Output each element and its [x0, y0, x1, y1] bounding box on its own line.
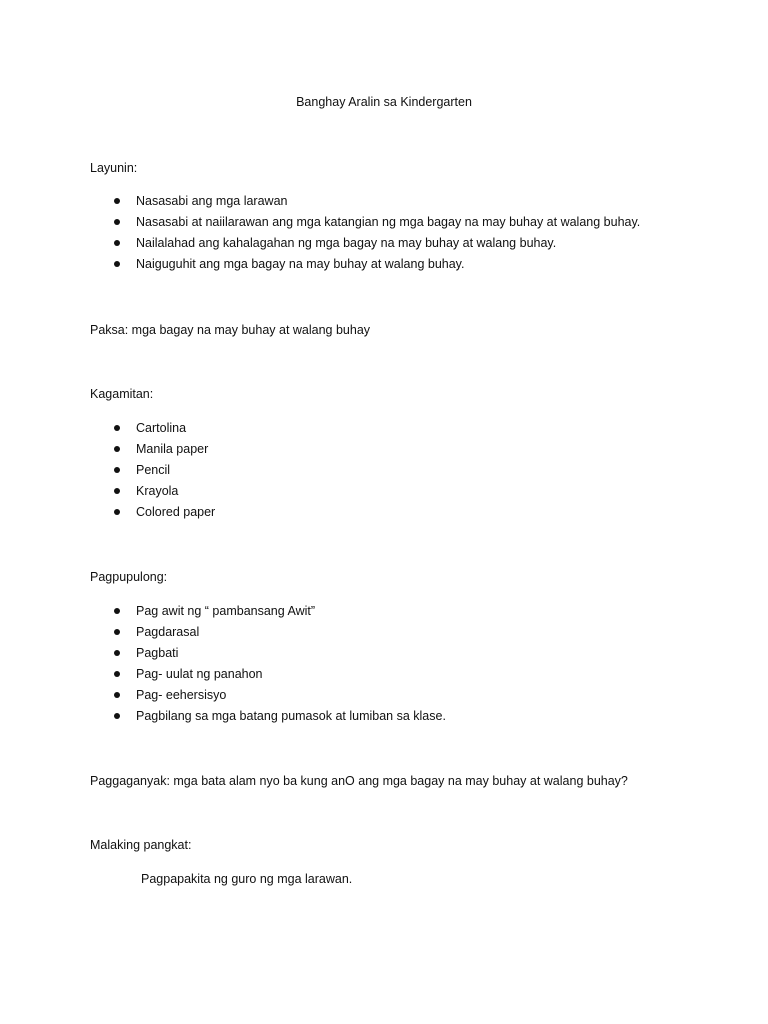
- bullet-icon: [114, 650, 120, 656]
- bullet-icon: [114, 671, 120, 677]
- kagamitan-heading: Kagamitan:: [90, 387, 154, 401]
- bullet-icon: [114, 488, 120, 494]
- bullet-icon: [114, 692, 120, 698]
- paksa-line: Paksa: mga bagay na may buhay at walang buhay: [90, 323, 371, 337]
- layunin-heading: Layunin:: [90, 161, 138, 175]
- bullet-icon: [114, 509, 120, 515]
- bullet-icon: [114, 713, 120, 719]
- document-page: Banghay Aralin sa Kindergarten Layunin: Nasasabi ang mga larawan Nasasabi at naiilarawan ang mga katangian ng mga bagay na may buhay at walang buhay. Nailalahad ang kahalagahan ng mga bagay na may buhay at walang buhay. Naiguguhit ang mga bagay na may buhay at walang buhay. Paksa: mga bagay na may buhay at walang buhay Kagamitan: Cartolina Manila paper Pencil Krayola Colored paper Pagpupulong: Pag awit ng “ pambansang Awit” Pagdarasal Pagbati Pag- uulat ng panahon Pag- eehersisyo Pagbilang sa mga batang pumasok at lumiban sa klase. Paggaganyak: mga bata alam nyo ba kung anO ang mga bagay na may buhay at walang buhay? Malaking pangkat: Pagpapakita ng guro ng mga larawan.: [0, 0, 768, 1024]
- document-title: Banghay Aralin sa Kindergarten: [296, 95, 472, 109]
- paggaganyak-line: Paggaganyak: mga bata alam nyo ba kung anO ang mga bagay na may buhay at walang buhay?: [90, 774, 628, 788]
- bullet-icon: [114, 198, 120, 204]
- bullet-icon: [114, 240, 120, 246]
- bullet-icon: [114, 261, 120, 267]
- bullet-icon: [114, 608, 120, 614]
- bullet-icon: [114, 446, 120, 452]
- pagpupulong-heading: Pagpupulong:: [90, 570, 168, 584]
- malaking-pangkat-text: Pagpapakita ng guro ng mga larawan.: [141, 872, 353, 886]
- bullet-icon: [114, 629, 120, 635]
- malaking-pangkat-heading: Malaking pangkat:: [90, 838, 192, 852]
- bullet-icon: [114, 425, 120, 431]
- bullet-icon: [114, 219, 120, 225]
- bullet-icon: [114, 467, 120, 473]
